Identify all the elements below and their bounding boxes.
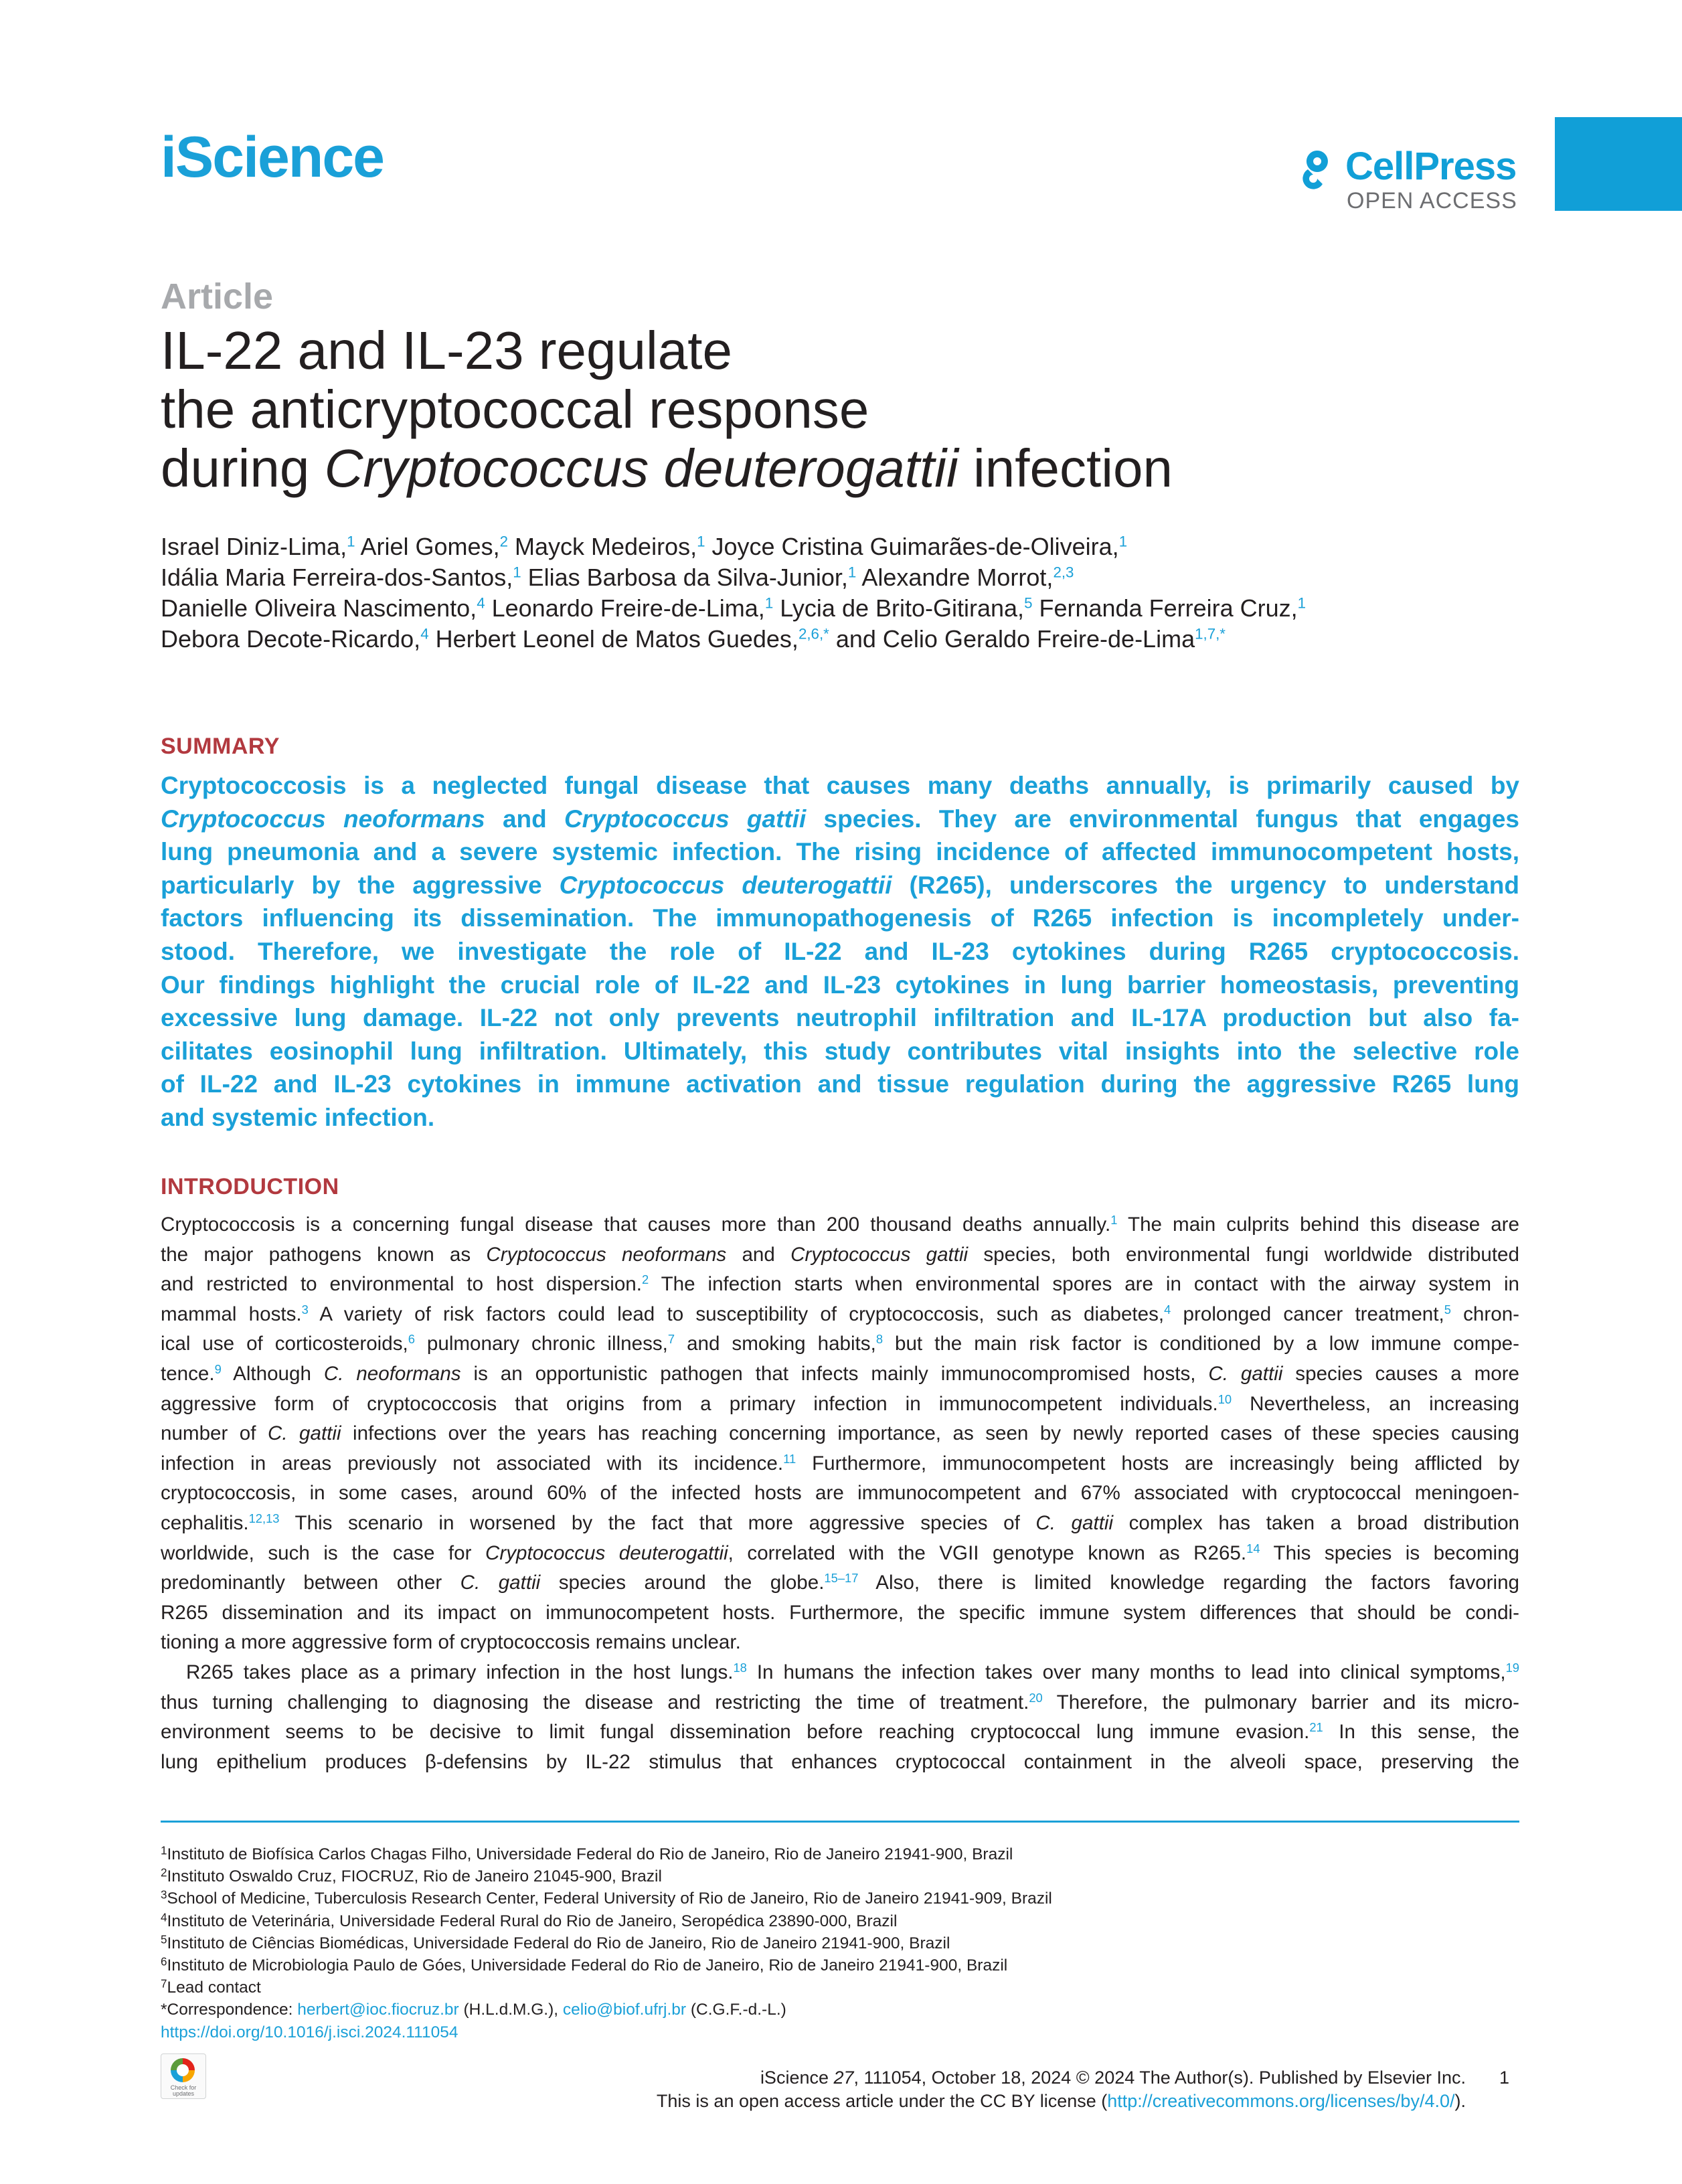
summary-line: lung pneumonia and a severe systemic infection. The rising incidence of affected immunocompetent hosts,	[161, 838, 1519, 866]
affiliation: $^5$Instituto de Ciências Biomédicas, Universidade Federal do Rio de Janeiro, Rio de Janeiro 21941-900, Brazil	[161, 1932, 950, 1952]
body-line: R265 takes place as a primary infection in the host lungs.$^{18}$ In humans the infection takes over many months to lead into clinical symptoms,$^{19}$	[186, 1660, 1519, 1683]
email-link[interactable]: herbert@ioc.fiocruz.br	[297, 2001, 459, 2019]
body-line: mammal hosts.$^3$ A variety of risk factors could lead to susceptibility of cryptococcosis, such as diabetes,$^4$ prolonged cancer treatment,$^5$ chron-	[161, 1302, 1520, 1325]
title-line: IL-22 and IL-23 regulate	[161, 321, 732, 380]
citation-link[interactable]: 1	[1110, 1212, 1118, 1227]
article-title	[161, 321, 1432, 498]
affiliation: $^2$Instituto Oswaldo Cruz, FIOCRUZ, Rio de Janeiro 21045-900, Brazil	[161, 1865, 662, 1886]
citation-line: iScience 27, 111054, October 18, 2024 © 2024 The Author(s). Published by Elsevier Inc.	[760, 2068, 1466, 2088]
publisher-name: CellPress	[1345, 145, 1517, 188]
cellpress-logo	[1293, 144, 1521, 214]
license-link[interactable]: http://creativecommons.org/licenses/by/4.0/	[1107, 2091, 1455, 2111]
summary-line: and systemic infection.	[161, 1103, 435, 1131]
citation-link[interactable]: 3	[301, 1302, 309, 1317]
body-line: R265 dissemination and its impact on immunocompetent hosts. Furthermore, the specific immune system differences that should be condi-	[161, 1601, 1519, 1624]
summary-line: Our findings highlight the crucial role of IL-22 and IL-23 cytokines in lung barrier homeostasis, preventing	[161, 971, 1519, 999]
lead-contact: $^7$Lead contact	[161, 1977, 261, 1997]
citation-link[interactable]: 14	[1246, 1541, 1260, 1556]
body-line: infection in areas previously not associated with its incidence.$^{11}$ Furthermore, immunocompetent hosts are increasingly being afflicted by	[161, 1451, 1519, 1475]
footnote-divider	[161, 1821, 1519, 1823]
body-line: thus turning challenging to diagnosing the disease and restricting the time of treatment.$^{20}$ Therefore, the pulmonary barrier and its micro-	[161, 1690, 1519, 1713]
citation-link[interactable]: 5	[1444, 1302, 1451, 1317]
body-line: tence.$^9$ Although C. neoformans is an opportunistic pathogen that infects mainly immunocompromised hosts, C. gattii species causes a more	[161, 1361, 1520, 1385]
author-line: Idália Maria Ferreira-dos-Santos,$^1$ Elias Barbosa da Silva-Junior,$^1$ Alexandre Morrot,$^{2,3}$	[161, 564, 1074, 591]
body-line: cryptococcosis, in some cases, around 60% of the infected hosts are immunocompetent and 67% associated with cryptococcal meningoen-	[161, 1482, 1519, 1505]
license-line: This is an open access article under the CC BY license (http://creativecommons.org/licenses/by/4.0/).	[656, 2091, 1466, 2111]
page-number: 1	[1499, 2068, 1510, 2088]
summary-text	[161, 769, 1519, 1135]
citation-link[interactable]: 15–17	[824, 1571, 859, 1586]
open-access-label: OPEN ACCESS	[1347, 188, 1517, 214]
affiliation: $^4$Instituto de Veterinária, Universidade Federal Rural do Rio de Janeiro, Seropédica 23890-000, Brazil	[161, 1910, 898, 1930]
citation-link[interactable]: 6	[408, 1332, 415, 1347]
affiliation: $^1$Instituto de Biofísica Carlos Chagas Filho, Universidade Federal do Rio de Janeiro, Rio de Janeiro 21941-900, Brazil	[161, 1843, 1013, 1863]
summary-line: factors influencing its dissemination. The immunopathogenesis of R265 infection is incompletely under-	[161, 904, 1519, 932]
title-line: during Cryptococcus deuterogattii infection	[161, 438, 1173, 498]
citation-link[interactable]: 21	[1309, 1720, 1323, 1735]
citation-link[interactable]: 10	[1217, 1392, 1232, 1406]
introduction-text	[161, 1210, 1519, 1777]
citation-link[interactable]: 9	[214, 1361, 222, 1376]
author-line: Israel Diniz-Lima,$^1$ Ariel Gomes,$^2$ Mayck Medeiros,$^1$ Joyce Cristina Guimarães-de-Oliveira,$^1$	[161, 533, 1128, 560]
body-line: and restricted to environmental to host dispersion.$^2$ The infection starts when environmental spores are in contact with the airway system in	[161, 1272, 1519, 1296]
citation-link[interactable]: 2	[641, 1272, 649, 1287]
author-list	[161, 531, 1526, 655]
body-line: Cryptococcosis is a concerning fungal disease that causes more than 200 thousand deaths annually.$^1$ The main culprits behind this disease are	[161, 1212, 1520, 1236]
body-line: tioning a more aggressive form of cryptococcosis remains unclear.	[161, 1631, 741, 1654]
citation-link[interactable]: 4	[1164, 1302, 1171, 1317]
edge-tab	[1555, 117, 1682, 211]
summary-line: stood. Therefore, we investigate the role of IL-22 and IL-23 cytokines during R265 cryptococcosis.	[161, 937, 1519, 965]
summary-line: Cryptococcus neoformans and Cryptococcus gattii species. They are environmental fungus that engages	[161, 805, 1519, 833]
citation-link[interactable]: 7	[667, 1332, 675, 1347]
summary-line: particularly by the aggressive Cryptococcus deuterogattii (R265), underscores the urgency to understand	[161, 871, 1520, 899]
summary-line: Cryptococcosis is a neglected fungal disease that causes many deaths annually, is primarily caused by	[161, 772, 1519, 799]
summary-heading: SUMMARY	[161, 734, 280, 759]
body-line: the major pathogens known as Cryptococcus neoformans and Cryptococcus gattii species, both environmental fungi worldwide distributed	[161, 1243, 1519, 1266]
check-for-updates-badge[interactable]	[161, 2053, 206, 2099]
affiliations	[161, 1843, 1519, 2043]
doi-link[interactable]: https://doi.org/10.1016/j.isci.2024.111054	[161, 2023, 458, 2041]
correspondence: *Correspondence: herbert@ioc.fiocruz.br (H.L.d.M.G.), celio@biof.ufrj.br (C.G.F.-d.-L.)	[161, 2001, 786, 2019]
body-line: lung epithelium produces β-defensins by IL-22 stimulus that enhances cryptococcal containment in the alveoli space, preserving the	[161, 1750, 1519, 1773]
body-line: ical use of corticosteroids,$^6$ pulmonary chronic illness,$^7$ and smoking habits,$^8$ but the main risk factor is conditioned by a low immune compe-	[161, 1332, 1519, 1355]
body-line: aggressive form of cryptococcosis that origins from a primary infection in immunocompetent individuals.$^{10}$ Nevertheless, an increasing	[161, 1392, 1520, 1415]
email-link[interactable]: celio@biof.ufrj.br	[562, 2001, 687, 2019]
citation-link[interactable]: 19	[1505, 1660, 1519, 1675]
citation-link[interactable]: 8	[875, 1332, 884, 1347]
body-line: cephalitis.$^{12,13}$ This scenario in worsened by the fact that more aggressive species of C. gattii complex has taken a broad distribution	[161, 1511, 1520, 1534]
title-line: the anticryptococcal response	[161, 380, 869, 439]
citation-link[interactable]: 12,13	[248, 1511, 280, 1525]
doi-line	[161, 2021, 1519, 2043]
check-updates-label: Check for updates	[170, 2084, 197, 2097]
journal-logo: iScience	[161, 125, 384, 189]
author-line: Debora Decote-Ricardo,$^4$ Herbert Leonel de Matos Guedes,$^{2,6,*}$ and Celio Geraldo Freire-de-Lima$^{1,7,*}$	[161, 625, 1226, 653]
author-line: Danielle Oliveira Nascimento,$^4$ Leonardo Freire-de-Lima,$^1$ Lycia de Brito-Gitirana,$^5$ Fernanda Ferreira Cruz,$^1$	[161, 594, 1307, 622]
citation-link[interactable]: 11	[783, 1451, 796, 1466]
body-line: number of C. gattii infections over the years has reaching concerning importance, as seen by newly reported cases of these species causing	[161, 1422, 1519, 1445]
cellpress-icon	[1293, 147, 1337, 191]
affiliation: $^6$Instituto de Microbiologia Paulo de Góes, Universidade Federal do Rio de Janeiro, Rio de Janeiro 21941-900, Brazil	[161, 1954, 1008, 1975]
body-line: worldwide, such is the case for Cryptococcus deuterogattii, correlated with the VGII genotype known as R265.14 This species is becoming	[161, 1541, 1519, 1564]
body-line: environment seems to be decisive to limit fungal dissemination before reaching cryptococcal lung immune evasion.$^{21}$ In this sense, the	[161, 1720, 1520, 1744]
summary-line: excessive lung damage. IL-22 not only prevents neutrophil infiltration and IL-17A production but also fa-	[161, 1004, 1519, 1032]
citation-link[interactable]: 18	[733, 1660, 747, 1675]
summary-line: of IL-22 and IL-23 cytokines in immune activation and tissue regulation during the aggressive R265 lung	[161, 1070, 1519, 1098]
citation-link[interactable]: 20	[1029, 1690, 1043, 1705]
body-line: predominantly between other C. gattii species around the globe.$^{15-17}$ Also, there is limited knowledge regarding the factors favoring	[161, 1571, 1519, 1594]
article-type-label: Article	[161, 276, 274, 317]
introduction-heading: INTRODUCTION	[161, 1174, 339, 1199]
summary-line: cilitates eosinophil lung infiltration. Ultimately, this study contributes vital insights into the selective role	[161, 1037, 1519, 1065]
affiliation: $^3$School of Medicine, Tuberculosis Research Center, Federal University of Rio de Janeiro, Rio de Janeiro 21941-909, Brazil	[161, 1887, 1052, 1908]
